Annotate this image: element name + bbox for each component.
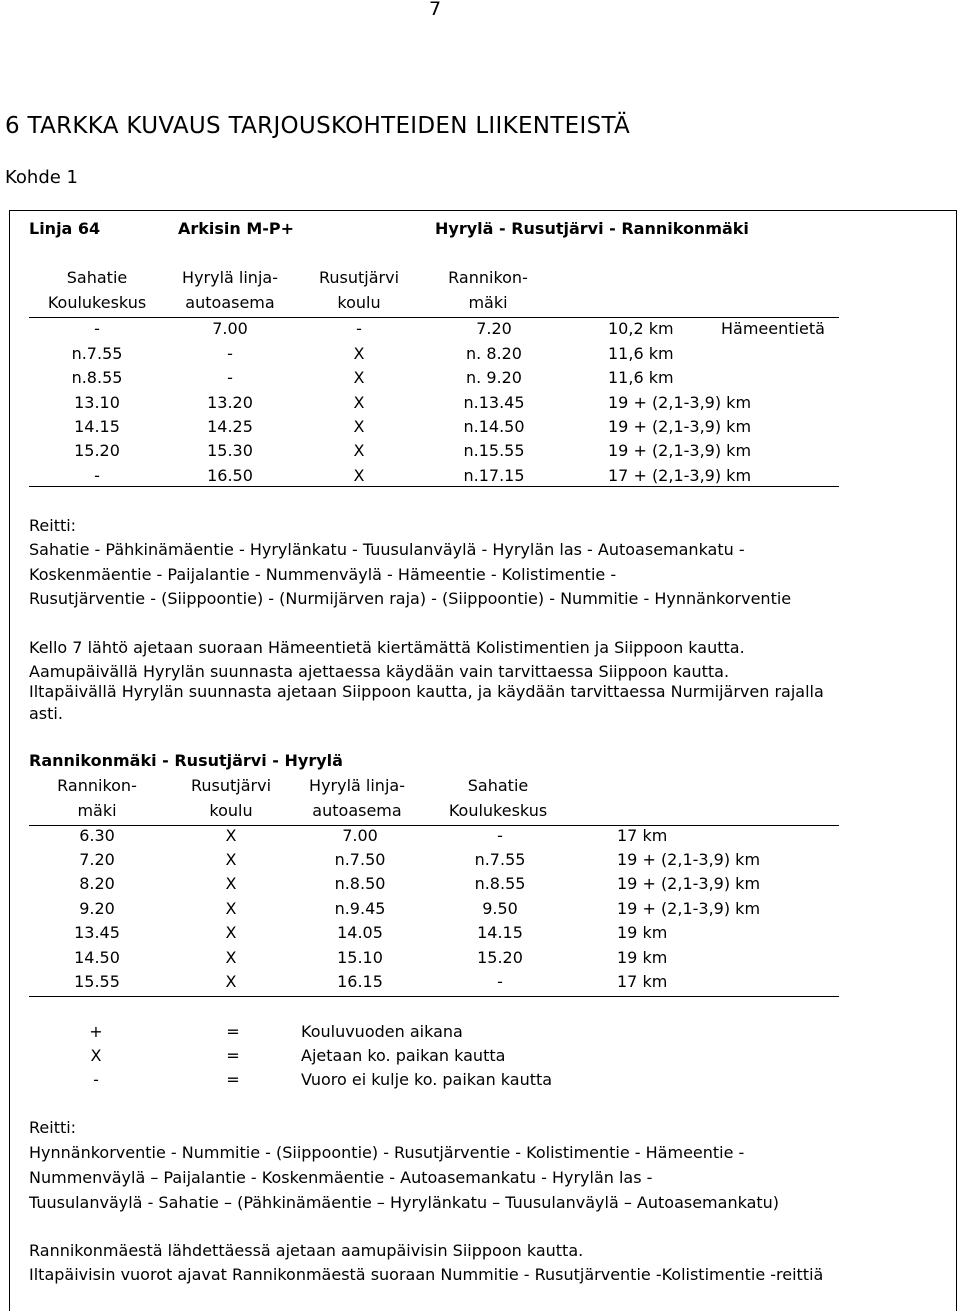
table-cell: 13.10 — [74, 393, 120, 412]
note-line: Iltapäivisin vuorot ajavat Rannikonmäestä suoraan Nummitie - Rusutjärventie -Kolistimentie -reittiä — [29, 1265, 824, 1284]
table-cell: 13.20 — [207, 393, 253, 412]
legend-equals: = — [226, 1046, 240, 1065]
column-header: autoasema — [185, 293, 275, 312]
table-cell: n. 8.20 — [466, 344, 522, 363]
table-cell: 19 + (2,1-3,9) km — [608, 393, 752, 412]
table-cell: 17 km — [617, 826, 668, 845]
table-cell: - — [227, 344, 233, 363]
table-cell: 19 + (2,1-3,9) km — [617, 850, 761, 869]
legend-symbol: X — [90, 1046, 102, 1065]
route-line: Hynnänkorventie - Nummitie - (Siippoontie) - Rusutjärventie - Kolistimentie - Hämeentie - — [29, 1143, 745, 1162]
legend-description: Vuoro ei kulje ko. paikan kautta — [301, 1070, 553, 1089]
table-cell: 19 + (2,1-3,9) km — [608, 441, 752, 460]
legend-description: Kouluvuoden aikana — [301, 1022, 463, 1041]
route-label: Reitti: — [29, 1118, 77, 1137]
table-cell: - — [94, 319, 100, 338]
table-cell: 9.20 — [79, 899, 115, 918]
table-cell: 14.50 — [74, 948, 120, 967]
table-cell: 14.05 — [337, 923, 383, 942]
route-line: Koskenmäentie - Paijalantie - Nummenväylä - Hämeentie - Kolistimentie - — [29, 565, 617, 584]
route-line: Rusutjärventie - (Siippoontie) - (Nurmijärven raja) - (Siippoontie) - Nummitie - Hynnänkorventie — [29, 589, 792, 608]
table-cell: 15.20 — [477, 948, 523, 967]
note-line: Rannikonmäestä lähdettäessä ajetaan aamupäivisin Siippoon kautta. — [29, 1241, 584, 1260]
table-cell: X — [225, 826, 237, 845]
table-cell: 14.15 — [477, 923, 523, 942]
table-cell: Hämeentietä — [721, 319, 825, 338]
table-cell: 11,6 km — [608, 368, 674, 387]
table-cell: n. 9.20 — [466, 368, 522, 387]
table-cell: n.8.50 — [334, 874, 386, 893]
route-line: Nummenväylä – Paijalantie - Koskenmäentie - Autoasemankatu - Hyrylän las - — [29, 1168, 653, 1187]
table-cell: 15.20 — [74, 441, 120, 460]
table-cell: 15.30 — [207, 441, 253, 460]
table-cell: 17 + (2,1-3,9) km — [608, 466, 752, 485]
legend-equals: = — [226, 1070, 240, 1089]
column-header: Rannikon- — [448, 268, 528, 287]
column-header: Rannikon- — [57, 776, 137, 795]
table-cell: 11,6 km — [608, 344, 674, 363]
table-rule — [29, 317, 839, 318]
table-cell: n.7.55 — [474, 850, 526, 869]
legend-symbol: - — [93, 1070, 99, 1089]
column-header: autoasema — [312, 801, 402, 820]
table-cell: 7.00 — [342, 826, 378, 845]
table-cell: 14.15 — [74, 417, 120, 436]
table-cell: 6.30 — [79, 826, 115, 845]
page-number: 7 — [429, 0, 442, 20]
column-header: mäki — [77, 801, 117, 820]
column-header: Hyrylä linja- — [182, 268, 278, 287]
table-cell: X — [353, 466, 365, 485]
column-header: mäki — [468, 293, 508, 312]
table-cell: X — [225, 874, 237, 893]
table-cell: X — [225, 923, 237, 942]
table-cell: 19 km — [617, 923, 668, 942]
table-cell: 14.25 — [207, 417, 253, 436]
table-cell: 9.50 — [482, 899, 518, 918]
column-header: Koulukeskus — [47, 293, 147, 312]
return-route-title: Rannikonmäki - Rusutjärvi - Hyrylä — [29, 751, 343, 770]
legend-description: Ajetaan ko. paikan kautta — [301, 1046, 506, 1065]
column-header: Koulukeskus — [448, 801, 548, 820]
table-cell: 8.20 — [79, 874, 115, 893]
subsection-title: Kohde 1 — [5, 167, 79, 188]
table-cell: 16.15 — [337, 972, 383, 991]
table-cell: X — [353, 344, 365, 363]
table-cell: X — [353, 417, 365, 436]
table-cell: X — [353, 441, 365, 460]
table-cell: 7.00 — [212, 319, 248, 338]
table-cell: n.14.50 — [463, 417, 525, 436]
column-header: Hyrylä linja- — [309, 776, 405, 795]
table-cell: X — [353, 393, 365, 412]
table-cell: - — [356, 319, 362, 338]
legend-equals: = — [226, 1022, 240, 1041]
table-cell: n.17.15 — [463, 466, 525, 485]
table-cell: X — [225, 948, 237, 967]
table-rule — [29, 996, 839, 997]
route-label: Reitti: — [29, 516, 77, 535]
table-cell: X — [225, 899, 237, 918]
table-cell: n.7.55 — [71, 344, 123, 363]
table-cell: 15.55 — [74, 972, 120, 991]
table-cell: 16.50 — [207, 466, 253, 485]
note-line: Kello 7 lähtö ajetaan suoraan Hämeentietä kiertämättä Kolistimentien ja Siippoon kautta. — [29, 638, 745, 657]
table-cell: n.15.55 — [463, 441, 525, 460]
table-cell: 10,2 km — [608, 319, 674, 338]
table-cell: - — [94, 466, 100, 485]
line-number: Linja 64 — [29, 219, 101, 238]
table-cell: - — [497, 972, 503, 991]
table-cell: 15.10 — [337, 948, 383, 967]
service-days: Arkisin M-P+ — [178, 219, 295, 238]
table-cell: n.8.55 — [71, 368, 123, 387]
column-header: Sahatie — [66, 268, 128, 287]
table-cell: X — [225, 972, 237, 991]
table-cell: n.7.50 — [334, 850, 386, 869]
table-cell: 19 + (2,1-3,9) km — [608, 417, 752, 436]
column-header: Rusutjärvi — [318, 268, 400, 287]
column-header: Rusutjärvi — [190, 776, 272, 795]
table-cell: - — [227, 368, 233, 387]
legend-symbol: + — [89, 1022, 103, 1041]
table-cell: n.9.45 — [334, 899, 386, 918]
table-cell: 17 km — [617, 972, 668, 991]
table-rule — [29, 486, 839, 487]
table-cell: 19 km — [617, 948, 668, 967]
table-cell: 7.20 — [79, 850, 115, 869]
route-name: Hyrylä - Rusutjärvi - Rannikonmäki — [435, 219, 749, 238]
table-cell: n.8.55 — [474, 874, 526, 893]
table-cell: - — [497, 826, 503, 845]
table-cell: 19 + (2,1-3,9) km — [617, 899, 761, 918]
section-title: 6 TARKKA KUVAUS TARJOUSKOHTEIDEN LIIKENTEISTÄ — [5, 113, 631, 139]
table-cell: X — [225, 850, 237, 869]
route-line: Tuusulanväylä - Sahatie – (Pähkinämäentie – Hyrylänkatu – Tuusulanväylä – Autoasemankatu) — [29, 1193, 780, 1212]
route-line: Sahatie - Pähkinämäentie - Hyrylänkatu - Tuusulanväylä - Hyrylän las - Autoasemankatu - — [29, 540, 745, 559]
note-line: Iltapäivällä Hyrylän suunnasta ajetaan Siippoon kautta, ja käydään tarvittaessa Nurmijärven rajalla — [29, 682, 824, 701]
column-header: koulu — [209, 801, 253, 820]
note-line: asti. — [29, 704, 63, 723]
table-cell: X — [353, 368, 365, 387]
table-cell: n.13.45 — [463, 393, 525, 412]
table-cell: 13.45 — [74, 923, 120, 942]
note-line: Aamupäivällä Hyrylän suunnasta ajettaessa käydään vain tarvittaessa Siippoon kautta. — [29, 662, 730, 681]
table-rule — [29, 825, 839, 826]
table-cell: 19 + (2,1-3,9) km — [617, 874, 761, 893]
column-header: koulu — [337, 293, 381, 312]
table-cell: 7.20 — [476, 319, 512, 338]
column-header: Sahatie — [467, 776, 529, 795]
